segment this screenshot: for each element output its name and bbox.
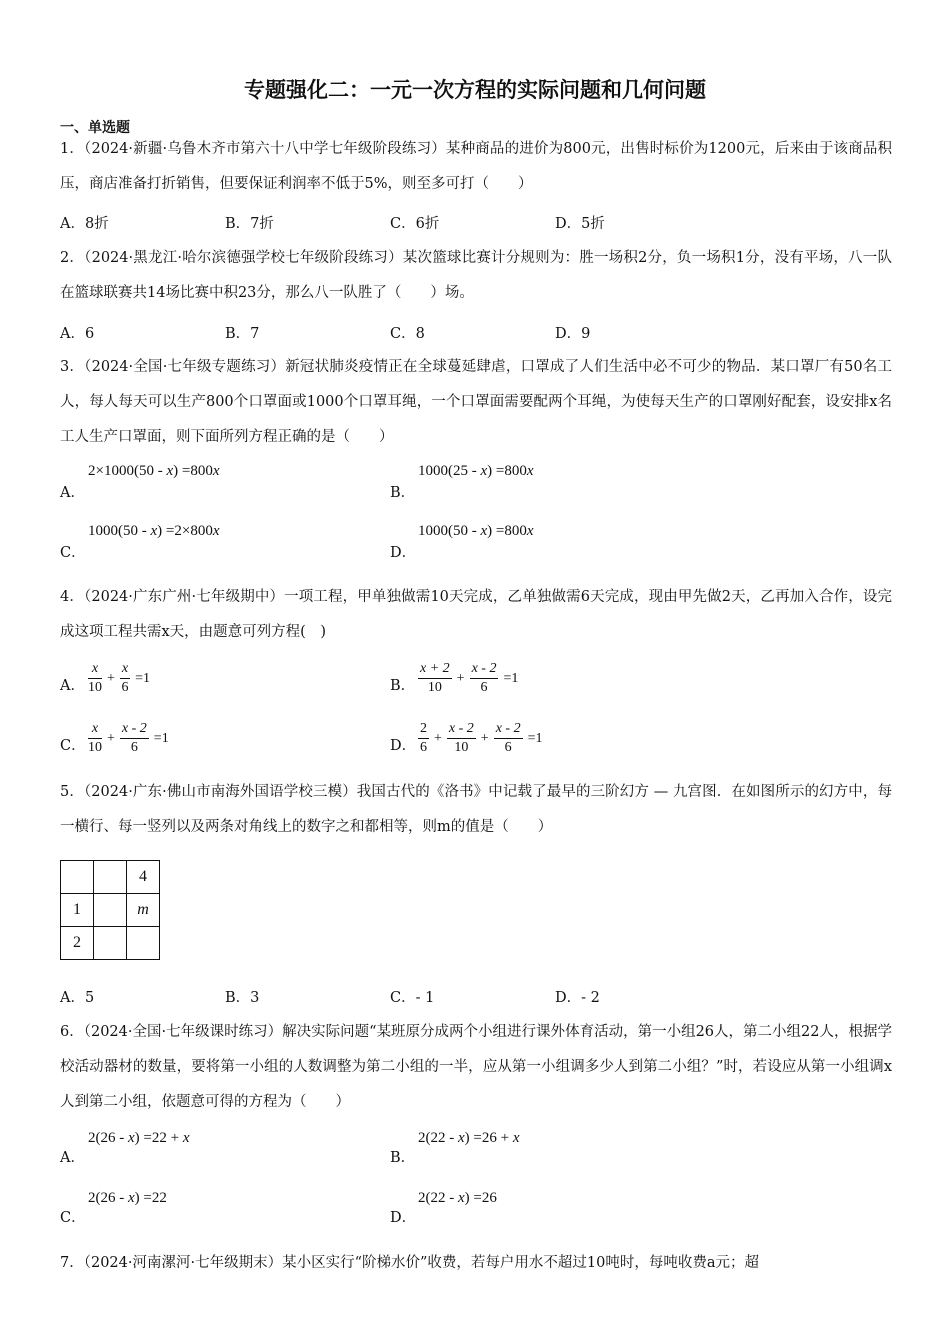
question-5-text: 5．（2024·广东·佛山市南海外国语学校三模）我国古代的《洛书》中记载了最早的三阶幻方 — 九宫图．在如图所示的幻方中，每一横行、每一竖列以及两条对角线上的数字之和都相等，则m的值是（ ） xyxy=(60,784,892,835)
question-3-text: 3．（2024·全国·七年级专题练习）新冠状肺炎疫情正在全球蔓延肆虐，口罩成了人们生活中必不可少的物品．某口罩厂有50名工人，每人每天可以生产800个口罩面或1000个口罩耳绳，一个口罩面需要配两个耳绳，为使每天生产的口罩刚好配套，设安排x名工人生产口罩面，则下面所列方程正确的是（ ） xyxy=(60,359,892,445)
option-d-equation[interactable]: 1000(50 - x) =800x xyxy=(418,523,534,539)
option-a-label[interactable]: A． xyxy=(60,1150,85,1166)
question-2-options xyxy=(60,322,900,346)
option-a-label[interactable]: A． xyxy=(60,678,85,694)
option-b[interactable]: B．3 xyxy=(225,990,260,1006)
option-c-equation[interactable]: 1000(50 - x) =2×800x xyxy=(88,523,220,539)
option-d-equation[interactable]: 2(22 - x) =26 xyxy=(418,1190,497,1206)
magic-square-cell: 4 xyxy=(127,861,160,894)
option-c[interactable]: C．8 xyxy=(390,326,425,342)
magic-square-cell xyxy=(61,861,94,894)
option-d[interactable]: D．5折 xyxy=(555,216,605,232)
option-a[interactable]: A．5 xyxy=(60,990,95,1006)
magic-square-cell: 2 xyxy=(61,927,94,960)
option-b-equation[interactable]: 2(22 - x) =26 + x xyxy=(418,1130,520,1146)
option-c[interactable]: C．- 1 xyxy=(390,990,435,1006)
option-d-label[interactable]: D． xyxy=(390,545,417,561)
magic-square-cell xyxy=(94,927,127,960)
question-2-text: 2．（2024·黑龙江·哈尔滨德强学校七年级阶段练习）某次篮球比赛计分规则为：胜一场积2分，负一场积1分，没有平场，八一队在篮球联赛共14场比赛中积23分，那么八一队胜了（ ）场。 xyxy=(60,250,892,301)
option-c-label[interactable]: C． xyxy=(60,1210,86,1226)
question-6-text: 6．（2024·全国·七年级课时练习）解决实际问题“某班原分成两个小组进行课外体育活动，第一小组26人，第二小组22人，根据学校活动器材的数量，要将第一小组的人数调整为第二小组的一半，应从第一小组调多少人到第二小组？”时，若设应从第一小组调x人到第二小组，依题意可得的方程为（ ） xyxy=(60,1024,892,1110)
magic-square-cell xyxy=(94,861,127,894)
option-b[interactable]: B．7 xyxy=(225,326,260,342)
option-a-equation[interactable]: $\frac{x}{10}$ + $\frac{x}{6}$ =1 xyxy=(88,661,151,695)
option-a[interactable]: A．6 xyxy=(60,326,95,342)
option-b-equation[interactable]: 1000(25 - x) =800x xyxy=(418,463,534,479)
option-d-equation[interactable]: $\frac{2}{6}$ + $\frac{x - 2}{10}$ + $\frac{x - 2}{6}$ =1 xyxy=(420,721,543,755)
option-d-label[interactable]: D． xyxy=(390,738,417,754)
option-b-label[interactable]: B． xyxy=(390,1150,416,1166)
question-4-text: 4．（2024·广东广州·七年级期中）一项工程，甲单独做需10天完成，乙单独做需6天完成，现由甲先做2天，乙再加入合作，设完成这项工程共需x天，由题意可列方程( ) xyxy=(60,589,892,640)
option-d[interactable]: D．9 xyxy=(555,326,591,342)
option-c-label[interactable]: C． xyxy=(60,738,86,754)
option-c-label[interactable]: C． xyxy=(60,545,86,561)
option-a-equation[interactable]: 2×1000(50 - x) =800x xyxy=(88,463,220,479)
option-b-label[interactable]: B． xyxy=(390,678,416,694)
option-c-equation[interactable]: $\frac{x}{10}$ + $\frac{x - 2}{6}$ =1 xyxy=(88,721,169,755)
magic-square xyxy=(60,860,160,960)
option-c[interactable]: C．6折 xyxy=(390,216,440,232)
question-1-text: 1．（2024·新疆·乌鲁木齐市第六十八中学七年级阶段练习）某种商品的进价为800元，出售时标价为1200元，后来由于该商品积压，商店准备打折销售，但要保证利润率不低于5%，则至多可打（ ） xyxy=(60,141,892,192)
option-a-equation[interactable]: 2(26 - x) =22 + x xyxy=(88,1130,190,1146)
magic-square-cell: m xyxy=(127,894,160,927)
magic-square-cell: 1 xyxy=(61,894,94,927)
section-heading: 一、单选题 xyxy=(60,120,130,136)
option-d-label[interactable]: D． xyxy=(390,1210,417,1226)
magic-square-cell xyxy=(94,894,127,927)
magic-square-cell xyxy=(127,927,160,960)
question-7-text: 7．（2024·河南漯河·七年级期末）某小区实行“阶梯水价”收费，若每户用水不超过10吨时，每吨收费a元；超 xyxy=(60,1255,760,1271)
option-b-equation[interactable]: $\frac{x + 2}{10}$ + $\frac{x - 2}{6}$ =1 xyxy=(420,661,519,695)
option-b[interactable]: B．7折 xyxy=(225,216,274,232)
option-d[interactable]: D．- 2 xyxy=(555,990,600,1006)
page-title: 专题强化二：一元一次方程的实际问题和几何问题 xyxy=(244,78,706,102)
option-b-label[interactable]: B． xyxy=(390,485,416,501)
option-c-equation[interactable]: 2(26 - x) =22 xyxy=(88,1190,167,1206)
question-5-options xyxy=(60,986,900,1010)
question-1-options xyxy=(60,212,900,236)
option-a-label[interactable]: A． xyxy=(60,485,85,501)
option-a[interactable]: A．8折 xyxy=(60,216,109,232)
